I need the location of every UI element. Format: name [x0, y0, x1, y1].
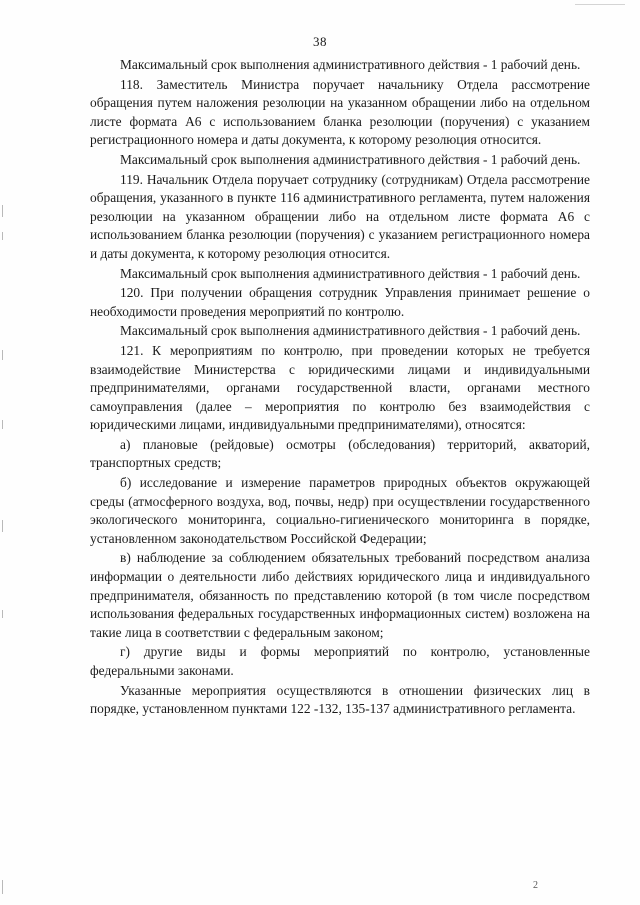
- scan-edge-mark: [2, 520, 3, 532]
- paragraph: Максимальный срок выполнения административного действия - 1 рабочий день.: [120, 265, 581, 281]
- scan-edge-mark: [2, 420, 3, 429]
- list-item-a: а) плановые (рейдовые) осмотры (обследования) территорий, акваторий, транспортных средств;: [90, 436, 590, 471]
- scan-edge-mark: [575, 4, 625, 5]
- scan-edge-mark: [2, 350, 3, 360]
- paragraph: Максимальный срок выполнения административного действия - 1 рабочий день.: [120, 57, 581, 72]
- footer-mark: 2: [533, 880, 538, 891]
- paragraph-item-118: 118. Заместитель Министра поручает начальнику Отдела рассмотрение обращения путем наложения резолюции на указанном обращении либо на отдельном листе формата А6 с использованием бланка резолюции (поручения) с указанием регистрационного номера и даты документа, к которому резолюция относится.: [90, 76, 590, 148]
- document-body: [90, 56, 590, 719]
- paragraph: Указанные мероприятия осуществляются в отношении физических лиц в порядке, установленном пунктами 122 -132, 135-137 административного регламента.: [90, 682, 590, 717]
- paragraph: Максимальный срок выполнения административного действия - 1 рабочий день.: [120, 323, 581, 339]
- page-number: 38: [313, 34, 327, 49]
- scan-edge-mark: [2, 880, 3, 894]
- scan-edge-mark: [2, 232, 3, 240]
- scan-edge-mark: [2, 610, 3, 618]
- paragraph-item-119: 119. Начальник Отдела поручает сотруднику (сотрудникам) Отдела рассмотрение обращения, указанного в пункте 116 административного регламента, путем наложения резолюции на указанном обращении либо на отдельном листе формата А6 с использованием бланка резолюции (поручения) с указанием регистрационного номера и даты документа, к которому резолюция относится.: [90, 171, 590, 261]
- paragraph: Максимальный срок выполнения административного действия - 1 рабочий день.: [120, 151, 581, 167]
- scan-edge-mark: [2, 205, 3, 217]
- list-item-g: г) другие виды и формы мероприятий по контролю, установленные федеральными законами.: [90, 644, 590, 678]
- paragraph-item-120: 120. При получении обращения сотрудник Управления принимает решение о необходимости проведения мероприятий по контролю.: [90, 285, 590, 319]
- list-item-v: в) наблюдение за соблюдением обязательных требований посредством анализа информации о деятельности либо действиях юридического лица и индивидуального предпринимателя, обязанность по представлению которой (в том числе посредством использования федеральных государственных информационных систем) возложена на такие лица в соответствии с федеральным законом;: [90, 550, 590, 640]
- list-item-b: б) исследование и измерение параметров природных объектов окружающей среды (атмосферного воздуха, вод, почвы, недр) при осуществлении государственного экологического мониторинга, социально-гигиенического мониторинга в порядке, установленном законодательством Российской Федерации;: [90, 475, 590, 546]
- paragraph-item-121: 121. К мероприятиям по контролю, при проведении которых не требуется взаимодействие Министерства с юридическими лицами и индивидуальными предпринимателями, органами государственной власти, органами местного самоуправления (далее – мероприятия по контролю без взаимодействия с юридическими лицами, индивидуальными предпринимателями), относятся:: [90, 342, 590, 433]
